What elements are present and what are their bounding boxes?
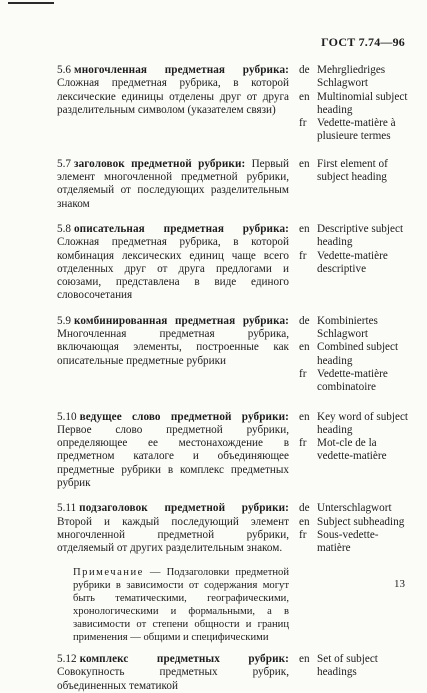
term-definition	[57, 315, 289, 395]
term-number: 5.6	[57, 64, 71, 76]
page-number: 13	[394, 578, 405, 590]
translation-fr	[299, 437, 409, 464]
lang-code: de	[299, 314, 310, 327]
term-number: 5.11	[57, 502, 77, 515]
lang-code: fr	[299, 249, 307, 262]
top-rule	[8, 2, 54, 4]
term-entry-5-8	[57, 223, 412, 303]
term-text: Сложная предметная рубрика, в которой лексические единицы отделены друг от друга разделительным символом (указателем связи)	[57, 77, 289, 116]
lang-code: fr	[299, 437, 307, 450]
translation-text: Combined subject heading	[317, 341, 399, 367]
translation-text: Sous-vedette-matière	[317, 528, 379, 555]
term-text: Первое слово предметной рубрики, определяющее ее местонахождение в предметном каталоге и объединяющее предметные рубрики в комплекс предметных рубрик	[57, 423, 289, 490]
term-translations	[299, 502, 409, 555]
translation-en	[299, 411, 409, 438]
term-name: многочленная предметная рубрика:	[73, 64, 289, 76]
lang-code: en	[299, 157, 310, 170]
lang-code: de	[299, 64, 310, 76]
term-name: комплекс предметных рубрик:	[79, 653, 289, 666]
lang-code: de	[299, 502, 310, 515]
translation-fr	[299, 117, 409, 144]
term-text: Сложная предметная рубрика, в которой комбинация лексических единиц чаще всего отделенных друг от друга предлогами и союзами, представлена в виде единого словосочетания	[57, 236, 289, 302]
translation-de	[299, 502, 409, 515]
term-name: описательная предметная рубрика:	[73, 222, 289, 235]
translation-de	[299, 315, 409, 342]
term-entry-5-11	[57, 502, 412, 555]
term-translations	[299, 158, 409, 211]
note-text: — Подзаголовки предметной рубрики в зависимости от содержания могут быть тематическими, географическими, хронологическими и формальными, а в зависимости от степени общности и границ применения — общими и специфическими	[73, 566, 289, 643]
lang-code: en	[299, 90, 310, 103]
term-text: Первый элемент многочленной предметной рубрики, отделяемый от последующих разделительным знаком	[57, 157, 290, 210]
term-definition	[57, 223, 289, 303]
translation-text: Unterschlagwort	[317, 502, 392, 515]
term-number: 5.7	[57, 157, 71, 170]
translation-text: Kombiniertes Schlagwort	[317, 314, 378, 341]
term-definition	[57, 411, 289, 491]
term-definition	[57, 158, 289, 211]
term-name: заголовок предметной рубрики:	[73, 157, 246, 170]
translation-text: Vedette-matière descriptive	[317, 249, 388, 275]
translation-text: Multinomial subject heading	[317, 90, 408, 116]
lang-code: en	[299, 515, 310, 528]
term-translations	[299, 223, 409, 303]
translation-text: Vedette-matière combinatoire	[317, 367, 388, 394]
lang-code: en	[299, 653, 310, 666]
lang-code: en	[299, 410, 310, 423]
term-number: 5.12	[57, 653, 77, 666]
translation-text: Key word of subject heading	[317, 410, 409, 436]
term-number: 5.9	[57, 314, 71, 327]
term-definition	[57, 653, 289, 693]
translation-en	[299, 653, 409, 680]
translation-text: First element of subject heading	[317, 157, 388, 184]
term-entry-5-10	[57, 411, 412, 491]
terms-content	[57, 64, 412, 693]
translation-fr	[299, 250, 409, 277]
term-entry-5-9	[57, 315, 412, 395]
translation-en	[299, 516, 409, 529]
translation-en	[299, 158, 409, 185]
lang-code: fr	[299, 117, 307, 130]
term-definition	[57, 64, 289, 144]
term-name: подзаголовок предметной рубрики:	[79, 502, 289, 515]
lang-code: fr	[299, 528, 307, 541]
lang-code: en	[299, 222, 310, 235]
term-entry-5-7	[57, 158, 412, 211]
translation-text: Mot-cle de la vedette-matière	[317, 437, 387, 463]
translation-fr	[299, 368, 409, 395]
translation-text: Descriptive subject heading	[317, 222, 404, 249]
term-text: Второй и каждый последующий элемент многочленной предметной рубрики, отделяемый от других разделительным знаком.	[57, 515, 289, 555]
translation-text: Set of subject headings	[317, 653, 378, 679]
translation-text: Vedette-matière à plusieure termes	[317, 117, 396, 143]
term-definition	[57, 502, 289, 555]
translation-de	[299, 64, 409, 91]
translation-en	[299, 91, 409, 118]
note-block	[73, 566, 289, 645]
lang-code: fr	[299, 367, 307, 380]
term-entry-5-6	[57, 64, 412, 144]
term-translations	[299, 653, 409, 693]
note-label: Примечание	[73, 566, 144, 578]
term-name: комбинированная предметная рубрика:	[73, 314, 289, 327]
translation-fr	[299, 529, 409, 556]
translation-en	[299, 341, 409, 368]
term-translations	[299, 64, 409, 144]
translation-en	[299, 223, 409, 250]
term-name: ведущее слово предметной рубрики:	[79, 410, 289, 423]
translation-text: Mehrgliedriges Schlagwort	[317, 64, 386, 90]
term-number: 5.8	[57, 222, 71, 235]
term-text: Совокупность предметных рубрик, объединенных тематикой	[57, 666, 289, 692]
term-translations	[299, 411, 409, 491]
translation-text: Subject subheading	[317, 515, 405, 528]
lang-code: en	[299, 341, 310, 354]
term-translations	[299, 315, 409, 395]
term-number: 5.10	[57, 410, 77, 423]
term-entry-5-12	[57, 653, 412, 693]
standard-header: ГОСТ 7.74—96	[321, 35, 405, 49]
term-text: Многочленная предметная рубрика, включающая элементы, построенные как описательные предметные рубрики	[57, 328, 289, 367]
